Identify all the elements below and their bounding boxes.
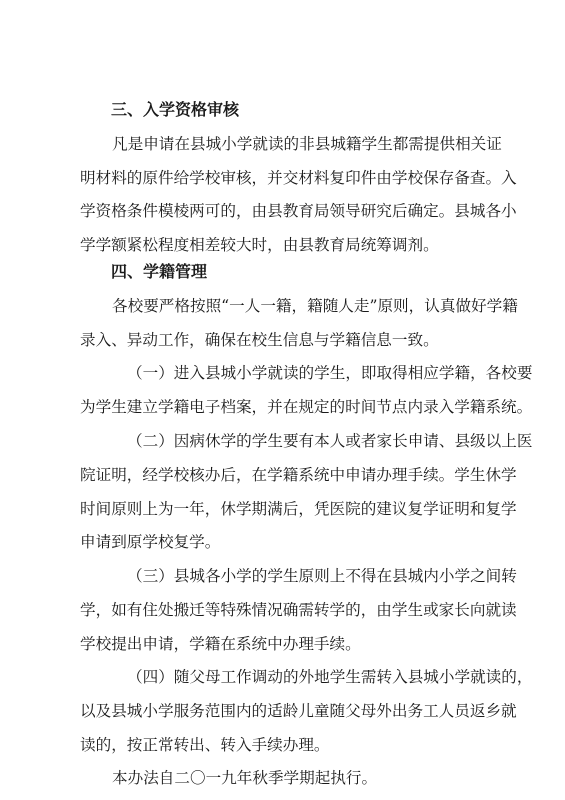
paragraph-line: 录入、异动工作，确保在校生信息与学籍信息一致。: [80, 331, 439, 349]
paragraph-line: 凡是申请在县城小学就读的非县城籍学生都需提供相关证: [112, 135, 502, 153]
paragraph-line: 为学生建立学籍电子档案，并在规定的时间节点内录入学籍系统。: [80, 398, 533, 416]
paragraph-line: 申请到原学校复学。: [80, 533, 221, 551]
section-heading-student-records: 四、学籍管理: [111, 262, 208, 281]
paragraph-line: 学学额紧松程度相差较大时，由县教育局统筹调剂。: [80, 236, 439, 254]
paragraph-line: 读的，按正常转出、转入手续办理。: [80, 736, 330, 754]
paragraph-line: 各校要严格按照“一人一籍，籍随人走”原则，认真做好学籍: [112, 297, 518, 315]
paragraph-line: 学校提出申请，学籍在系统中办理手续。: [80, 635, 361, 653]
paragraph-line: 院证明，经学校核办后，在学籍系统中申请办理手续。学生休学: [80, 466, 517, 484]
paragraph-line: （三）县城各小学的学生原则上不得在县城内小学之间转: [127, 567, 517, 585]
paragraph-line: （一）进入县城小学就读的学生，即取得相应学籍，各校要: [127, 364, 533, 382]
paragraph-line: 学资格条件模棱两可的，由县教育局领导研究后确定。县城各小: [80, 202, 517, 220]
paragraph-line: 学，如有住处搬迁等特殊情况确需转学的，由学生或家长向就读: [80, 601, 517, 619]
paragraph-line: 时间原则上为一年，休学期满后，凭医院的建议复学证明和复学: [80, 500, 517, 518]
paragraph-line: （四）随父母工作调动的外地学生需转入县城小学就读的，: [127, 668, 533, 686]
paragraph-line: （二）因病休学的学生要有本人或者家长申请、县级以上医: [127, 432, 533, 450]
paragraph-line: 以及县城小学服务范围内的适龄儿童随父母外出务工人员返乡就: [80, 702, 517, 720]
section-heading-admission-review: 三、入学资格审核: [111, 100, 240, 119]
paragraph-line: 明材料的原件给学校审核，并交材料复印件由学校保存备查。入: [80, 169, 517, 187]
closing-statement: 本办法自二〇一九年秋季学期起执行。: [112, 769, 378, 787]
